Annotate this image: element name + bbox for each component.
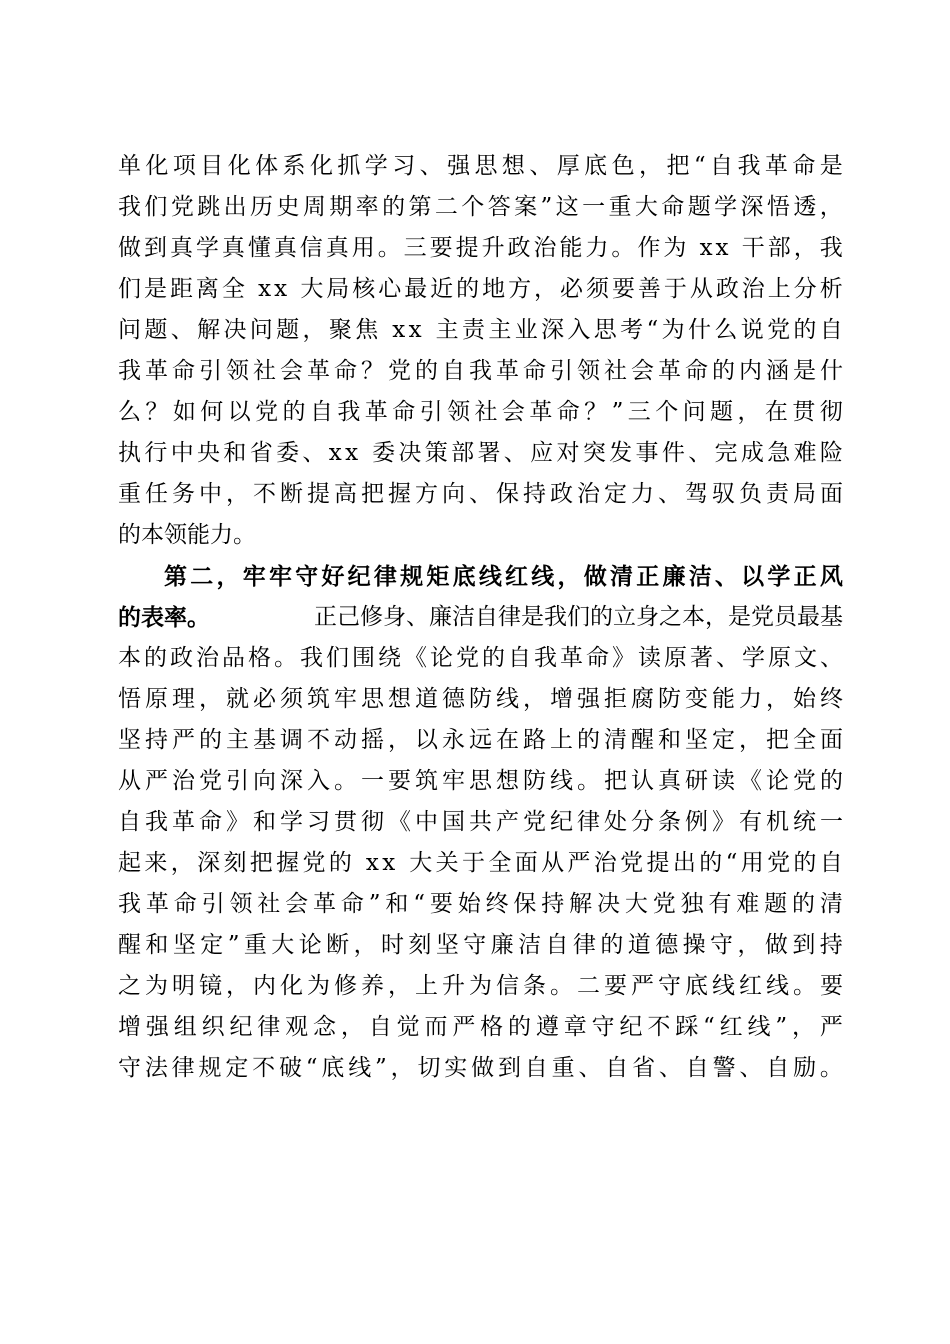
- text-line: 自 我 革 命 》 和 学 习 贯 彻 《 中 国 共 产 党 纪 律 处 分 条 例 》 有 机 统 一: [118, 809, 843, 835]
- text-line: 坚 持 严 的 主 基 调 不 动 摇 ， 以 永 远 在 路 上 的 清 醒 和 坚 定 ， 把 全 面: [118, 727, 843, 753]
- section-heading: 第 二 ， 牢 牢 守 好 纪 律 规 矩 底 线 红 线 ， 做 清 正 廉 洁 、 以 学 正 风: [164, 563, 843, 590]
- text-line: 本 的 政 治 品 格 。 我 们 围 绕 《 论 党 的 自 我 革 命 》 读 原 著 、 学 原 文 、: [118, 645, 843, 671]
- text-fragment: 正己修身、廉洁自律是我们的立身之本，是党员最基: [314, 604, 843, 630]
- text-line: 增 强 组 织 纪 律 观 念 ， 自 觉 而 严 格 的 遵 章 守 纪 不 踩 “ 红 线 ” ， 严: [118, 1014, 843, 1040]
- text-line: 重 任 务 中 ， 不 断 提 高 把 握 方 向 、 保 持 政 治 定 力 、 驾 驭 负 责 局 面: [118, 481, 843, 507]
- paragraph-1: [118, 146, 843, 556]
- text-line: 我 革 命 引 领 社 会 革 命 ？ 党 的 自 我 革 命 引 领 社 会 革 命 的 内 涵 是 什: [118, 358, 843, 384]
- text-line: 问 题 、 解 决 问 题 ， 聚 焦 x x 主 责 主 业 深 入 思 考 “ 为 什 么 说 党 的 自: [118, 317, 843, 343]
- text-line: 从 严 治 党 引 向 深 入 。 一 要 筑 牢 思 想 防 线 。 把 认 真 研 读 《 论 党 的: [118, 768, 843, 794]
- text-line: 之 为 明 镜 ， 内 化 为 修 养 ， 上 升 为 信 条 。 二 要 严 守 底 线 红 线 。 要: [118, 973, 843, 999]
- text-line: 醒 和 坚 定 ” 重 大 论 断 ， 时 刻 坚 守 廉 洁 自 律 的 道 德 操 守 ， 做 到 持: [118, 932, 843, 958]
- text-line: 的本领能力。: [118, 522, 256, 548]
- text-line-mixed: [118, 597, 843, 638]
- text-line: 做 到 真 学 真 懂 真 信 真 用 。 三 要 提 升 政 治 能 力 。 作 为 x x 干 部 ， 我: [118, 235, 843, 261]
- text-line: 么 ？ 如 何 以 党 的 自 我 革 命 引 领 社 会 革 命 ？ ” 三 个 问 题 ， 在 贯 彻: [118, 399, 843, 425]
- text-line: 们 是 距 离 全 x x 大 局 核 心 最 近 的 地 方 ， 必 须 要 善 于 从 政 治 上 分 析: [118, 276, 843, 302]
- text-line: 我 革 命 引 领 社 会 革 命 ” 和 “ 要 始 终 保 持 解 决 大 党 独 有 难 题 的 清: [118, 891, 843, 917]
- text-line: 悟 原 理 ， 就 必 须 筑 牢 思 想 道 德 防 线 ， 增 强 拒 腐 防 变 能 力 ， 始 终: [118, 686, 843, 712]
- document-body: [118, 146, 843, 1089]
- paragraph-2: [118, 556, 843, 1089]
- text-line: 守 法 律 规 定 不 破 “ 底 线 ” ， 切 实 做 到 自 重 、 自 省 、 自 警 、 自 励 。: [118, 1055, 843, 1081]
- text-line: 单 化 项 目 化 体 系 化 抓 学 习 、 强 思 想 、 厚 底 色 ， 把 “ 自 我 革 命 是: [118, 153, 843, 179]
- text-line: 我 们 党 跳 出 历 史 周 期 率 的 第 二 个 答 案 ” 这 一 重 大 命 题 学 深 悟 透 ，: [118, 194, 843, 220]
- text-line: 起 来 ， 深 刻 把 握 党 的 x x 大 关 于 全 面 从 严 治 党 提 出 的 “ 用 党 的 自: [118, 850, 843, 876]
- text-line: 执 行 中 央 和 省 委 、 x x 委 决 策 部 署 、 应 对 突 发 事 件 、 完 成 急 难 险: [118, 440, 843, 466]
- section-heading-end: 的表率。: [118, 604, 210, 631]
